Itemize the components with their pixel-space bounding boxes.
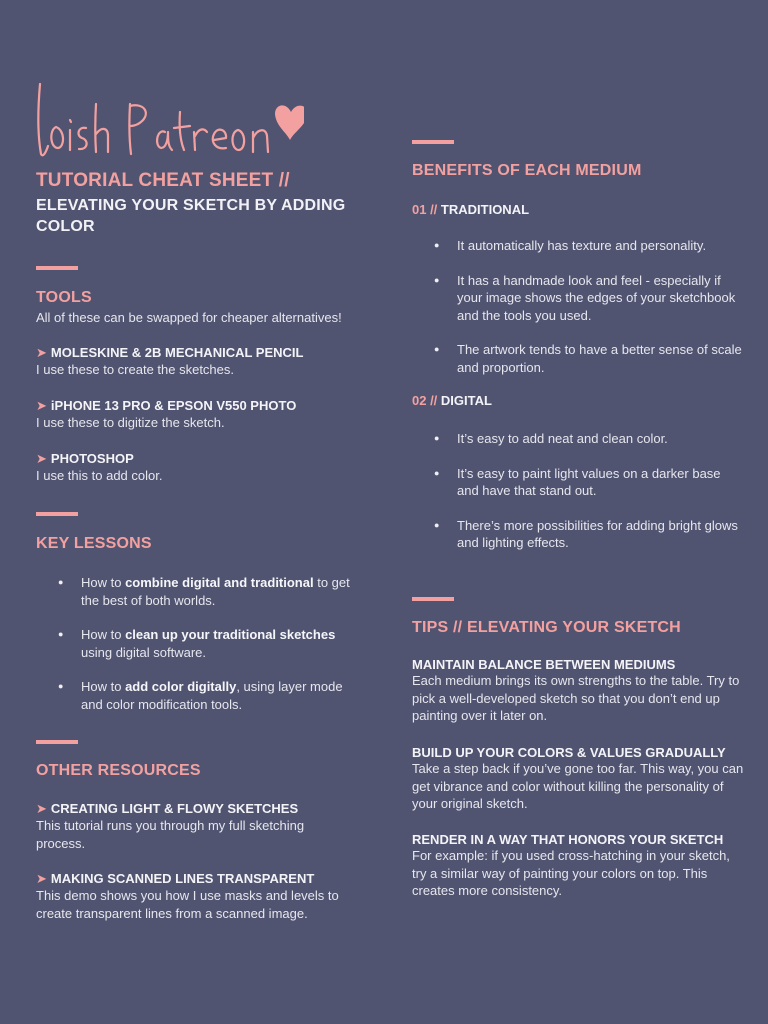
list-item: ● There’s more possibilities for adding bright glows and lighting effects. — [412, 517, 742, 552]
tool-item — [36, 345, 376, 379]
tip-desc: Take a step back if you’ve gone too far. This way, you can get vibrance and color without killing the personality of your original sketch. — [412, 761, 744, 811]
other-resources-heading: OTHER RESOURCES — [36, 762, 201, 779]
section-divider — [36, 266, 78, 270]
tool-item — [36, 398, 376, 432]
resource-desc: This tutorial runs you through my full sketching process. — [36, 818, 305, 851]
tool-name: MOLESKINE & 2B MECHANICAL PENCIL — [50, 345, 304, 360]
traditional-list — [412, 237, 742, 376]
resource-item — [36, 871, 366, 922]
tool-item — [36, 451, 376, 485]
digital-list — [412, 430, 742, 552]
tool-name: PHOTOSHOP — [50, 451, 134, 466]
tool-desc: I use these to digitize the sketch. — [36, 415, 225, 430]
loish-patreon-logo — [34, 82, 304, 162]
resource-desc: This demo shows you how I use masks and levels to create transparent lines from a scanned image. — [36, 888, 339, 921]
arrow-icon: ➤ — [36, 801, 47, 816]
section-divider — [36, 740, 78, 744]
list-item: ● It’s easy to paint light values on a darker base and have that stand out. — [412, 465, 742, 500]
title-line-1: TUTORIAL CHEAT SHEET // — [36, 170, 290, 191]
list-item: ● How to add color digitally, using layer mode and color modification tools. — [36, 678, 366, 713]
list-item: ● It automatically has texture and personality. — [412, 237, 742, 255]
list-item: ● It has a handmade look and feel - especially if your image shows the edges of your sketchbook and the tools you used. — [412, 272, 742, 325]
list-item: ● The artwork tends to have a better sense of scale and proportion. — [412, 341, 742, 376]
traditional-subheading: 01 // TRADITIONAL — [412, 202, 530, 217]
key-lessons-heading: KEY LESSONS — [36, 535, 152, 552]
tips-heading: TIPS // ELEVATING YOUR SKETCH — [412, 619, 681, 636]
digital-subheading: 02 // DIGITAL — [412, 393, 492, 408]
tip-title: MAINTAIN BALANCE BETWEEN MEDIUMS — [412, 657, 676, 672]
title-line-2: ELEVATING YOUR SKETCH BY ADDING COLOR — [36, 197, 346, 235]
tip-title: RENDER IN A WAY THAT HONORS YOUR SKETCH — [412, 832, 724, 847]
section-divider — [412, 597, 454, 601]
list-item: ● It’s easy to add neat and clean color. — [412, 430, 742, 448]
resource-item — [36, 801, 336, 852]
list-item: ● How to combine digital and traditional to get the best of both worlds. — [36, 574, 366, 609]
resource-name: CREATING LIGHT & FLOWY SKETCHES — [50, 801, 299, 816]
arrow-icon: ➤ — [36, 345, 47, 360]
tip-desc: Each medium brings its own strengths to the table. Try to pick a well-developed sketch so that you don’t end up painting over it later on. — [412, 673, 740, 723]
tool-desc: I use this to add color. — [36, 468, 163, 483]
tip-item — [412, 657, 747, 725]
benefits-heading: BENEFITS OF EACH MEDIUM — [412, 162, 642, 179]
tip-title: BUILD UP YOUR COLORS & VALUES GRADUALLY — [412, 745, 726, 760]
tool-desc: I use these to create the sketches. — [36, 362, 235, 377]
arrow-icon: ➤ — [36, 398, 47, 413]
tip-item — [412, 745, 747, 813]
tip-item — [412, 832, 747, 900]
tool-name: iPHONE 13 PRO & EPSON V550 PHOTO — [50, 398, 297, 413]
heart-icon — [275, 105, 304, 140]
arrow-icon: ➤ — [36, 871, 47, 886]
list-item: ● How to clean up your traditional sketches using digital software. — [36, 626, 366, 661]
key-lessons-list — [36, 574, 366, 713]
arrow-icon: ➤ — [36, 451, 47, 466]
tools-heading: TOOLS — [36, 289, 92, 306]
tip-desc: For example: if you used cross-hatching in your sketch, try a similar way of painting your colors on top. This creates more consistency. — [412, 848, 730, 898]
section-divider — [412, 140, 454, 144]
resource-name: MAKING SCANNED LINES TRANSPARENT — [50, 871, 315, 886]
tools-intro: All of these can be swapped for cheaper alternatives! — [36, 310, 342, 325]
section-divider — [36, 512, 78, 516]
